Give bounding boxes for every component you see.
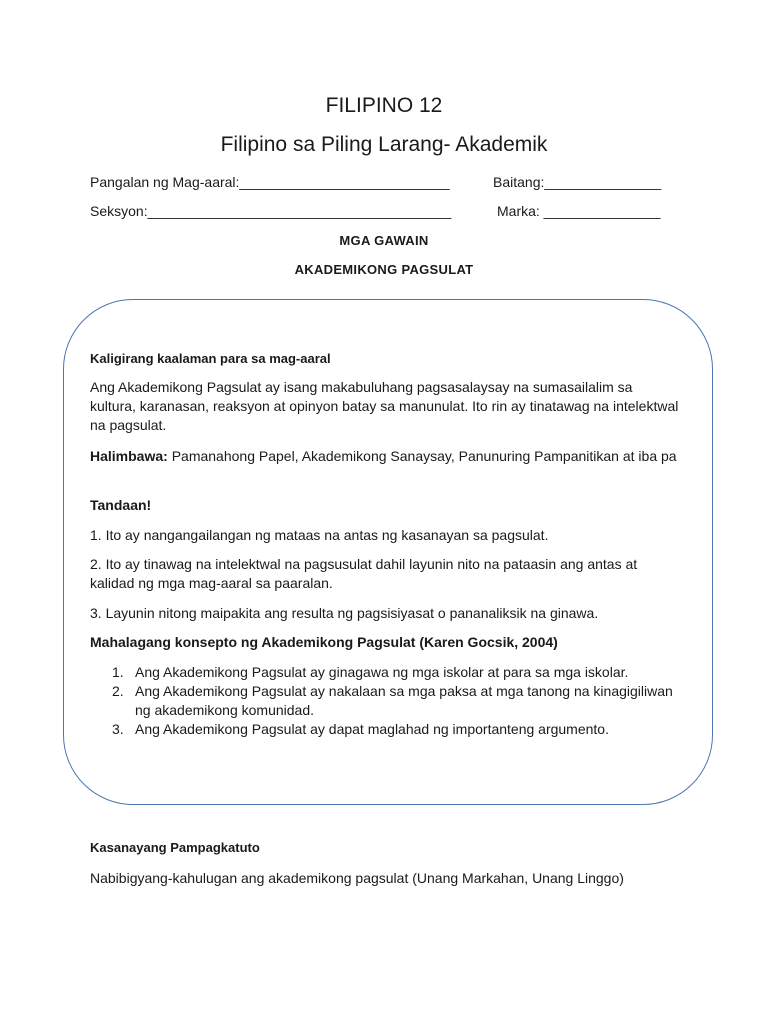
list-item-text: Ang Akademikong Pagsulat ay dapat maglahad ng importanteng argumento. bbox=[135, 721, 609, 737]
list-item-number: 3. bbox=[112, 721, 124, 737]
list-item bbox=[112, 682, 682, 720]
remember-item: 3. Layunin nitong maipakita ang resulta ng pagsisiyasat o pananaliksik na ginawa. bbox=[90, 605, 599, 621]
topic-heading: AKADEMIKONG PAGSULAT bbox=[294, 262, 474, 277]
list-item-text: Ang Akademikong Pagsulat ay ginagawa ng mga iskolar at para sa mga iskolar. bbox=[135, 664, 629, 680]
list-item-text: Ang Akademikong Pagsulat ay nakalaan sa mga paksa at mga tanong na kinagigiliwan ng akademikong komunidad. bbox=[135, 683, 673, 718]
name-field-line: Pangalan ng Mag-aaral:___________________________ bbox=[90, 174, 450, 190]
example-paragraph bbox=[90, 447, 680, 466]
competency-text: Nabibigyang-kahulugan ang akademikong pagsulat (Unang Markahan, Unang Linggo) bbox=[90, 870, 624, 886]
remember-item: 2. Ito ay tinawag na intelektwal na pagsusulat dahil layunin nito na pataasin ang antas at kalidad ng mga mag-aaral sa paaralan. bbox=[90, 556, 638, 591]
activities-heading: MGA GAWAIN bbox=[339, 233, 429, 248]
remember-heading: Tandaan! bbox=[90, 497, 152, 513]
section-field-line: Seksyon:_______________________________________ bbox=[90, 203, 452, 219]
list-item-number: 2. bbox=[112, 683, 124, 699]
competency-heading: Kasanayang Pampagkatuto bbox=[90, 840, 260, 855]
example-label: Halimbawa: bbox=[90, 448, 168, 464]
concept-list bbox=[112, 663, 682, 739]
grade-field-line: Baitang:_______________ bbox=[493, 174, 662, 190]
example-text: Pamanahong Papel, Akademikong Sanaysay, Panunuring Pampanitikan at iba pa bbox=[167, 448, 677, 464]
remember-item: 1. Ito ay nangangailangan ng mataas na antas ng kasanayan sa pagsulat. bbox=[90, 527, 549, 543]
background-heading: Kaligirang kaalaman para sa mag-aaral bbox=[90, 351, 331, 366]
concept-heading: Mahalagang konsepto ng Akademikong Pagsulat (Karen Gocsik, 2004) bbox=[90, 634, 558, 650]
intro-text: Ang Akademikong Pagsulat ay isang makabuluhang pagsasalaysay na sumasailalim sa kultura, karanasan, reaksyon at opinyon batay sa manunulat. Ito rin ay tinatawag na intelektwal na pagsulat. bbox=[90, 379, 679, 433]
page-title: FILIPINO 12 bbox=[325, 94, 443, 117]
score-field-line: Marka: _______________ bbox=[497, 203, 661, 219]
intro-paragraph bbox=[90, 378, 680, 435]
page-subtitle: Filipino sa Piling Larang- Akademik bbox=[220, 133, 548, 156]
list-item bbox=[112, 720, 682, 739]
list-item-number: 1. bbox=[112, 664, 124, 680]
list-item bbox=[112, 663, 682, 682]
